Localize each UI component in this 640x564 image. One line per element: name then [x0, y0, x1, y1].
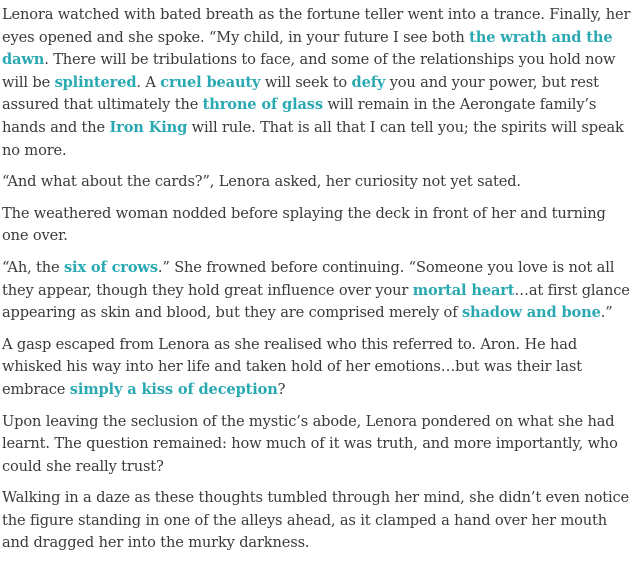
book-title-link[interactable]: six of crows — [63, 258, 158, 276]
story-text-segment: The weathered woman nodded before splaying the deck in front of her and turning one over. — [2, 204, 606, 245]
story-text-segment: will rule. That is all that I can tell you; the spirits will speak no more. — [2, 118, 624, 159]
story-text-segment: A gasp escaped from Lenora as she realised who this referred to. Aron. He had whisked his way into her life and taken hold of her emotions…but was their last embrace — [2, 335, 582, 398]
story-paragraph — [2, 487, 636, 555]
story-text-segment: ? — [277, 380, 286, 398]
story-text-segment: . A — [136, 73, 161, 91]
book-title-link[interactable]: splintered — [54, 73, 137, 91]
story-text-segment: “And what about the cards?”, Lenora asked, her curiosity not yet sated. — [2, 173, 521, 191]
book-title-link[interactable]: simply a kiss of deception — [69, 380, 278, 398]
book-title-link[interactable]: Iron King — [109, 118, 188, 136]
story-text-segment: …at first glance appearing as skin and blood, but they are comprised merely of — [2, 281, 630, 322]
story-text-segment: Upon leaving the seclusion of the mystic’s abode, Lenora pondered on what she had learnt. The question remained: how much of it was truth, and more importantly, who could she really trust? — [2, 412, 618, 475]
story-text-segment: .” — [600, 304, 613, 322]
story-text-segment: you and your power, but rest assured that ultimately the — [2, 73, 599, 114]
story-paragraph — [2, 257, 636, 325]
story-text-segment: will remain in the Aerongate family’s hands and the — [2, 96, 597, 136]
book-title-link[interactable]: defy — [351, 73, 386, 91]
book-title-link[interactable]: throne of glass — [202, 96, 323, 114]
story-text-segment: will seek to — [260, 73, 352, 91]
book-title-link[interactable]: mortal heart — [412, 281, 515, 299]
book-title-link[interactable]: the wrath and the dawn — [2, 28, 613, 69]
story-text-segment: Lenora watched with bated breath as the fortune teller went into a trance. Finally, her eyes opened and she spoke. “My child, in your future I see both — [2, 6, 631, 46]
story-paragraph — [2, 334, 636, 402]
story-paragraph — [2, 4, 636, 162]
story-text-segment: “Ah, the — [2, 258, 64, 276]
story-text-segment: .” She frowned before continuing. “Someone you love is not all they appear, though they hold great influence over your — [2, 258, 615, 299]
story-paragraph — [2, 203, 636, 248]
story-text-segment: . There will be tribulations to face, and some of the relationships you hold now will be — [2, 51, 616, 91]
story-paragraph — [2, 411, 636, 479]
story-text — [0, 4, 636, 564]
book-title-link[interactable]: cruel beauty — [160, 73, 261, 91]
story-paragraph — [2, 171, 636, 194]
book-title-link[interactable]: shadow and bone — [461, 304, 601, 322]
story-text-segment: Walking in a daze as these thoughts tumbled through her mind, she didn’t even notice the figure standing in one of the alleys ahead, as it clamped a hand over her mouth and dragged her into the murky darkness. — [2, 489, 629, 552]
